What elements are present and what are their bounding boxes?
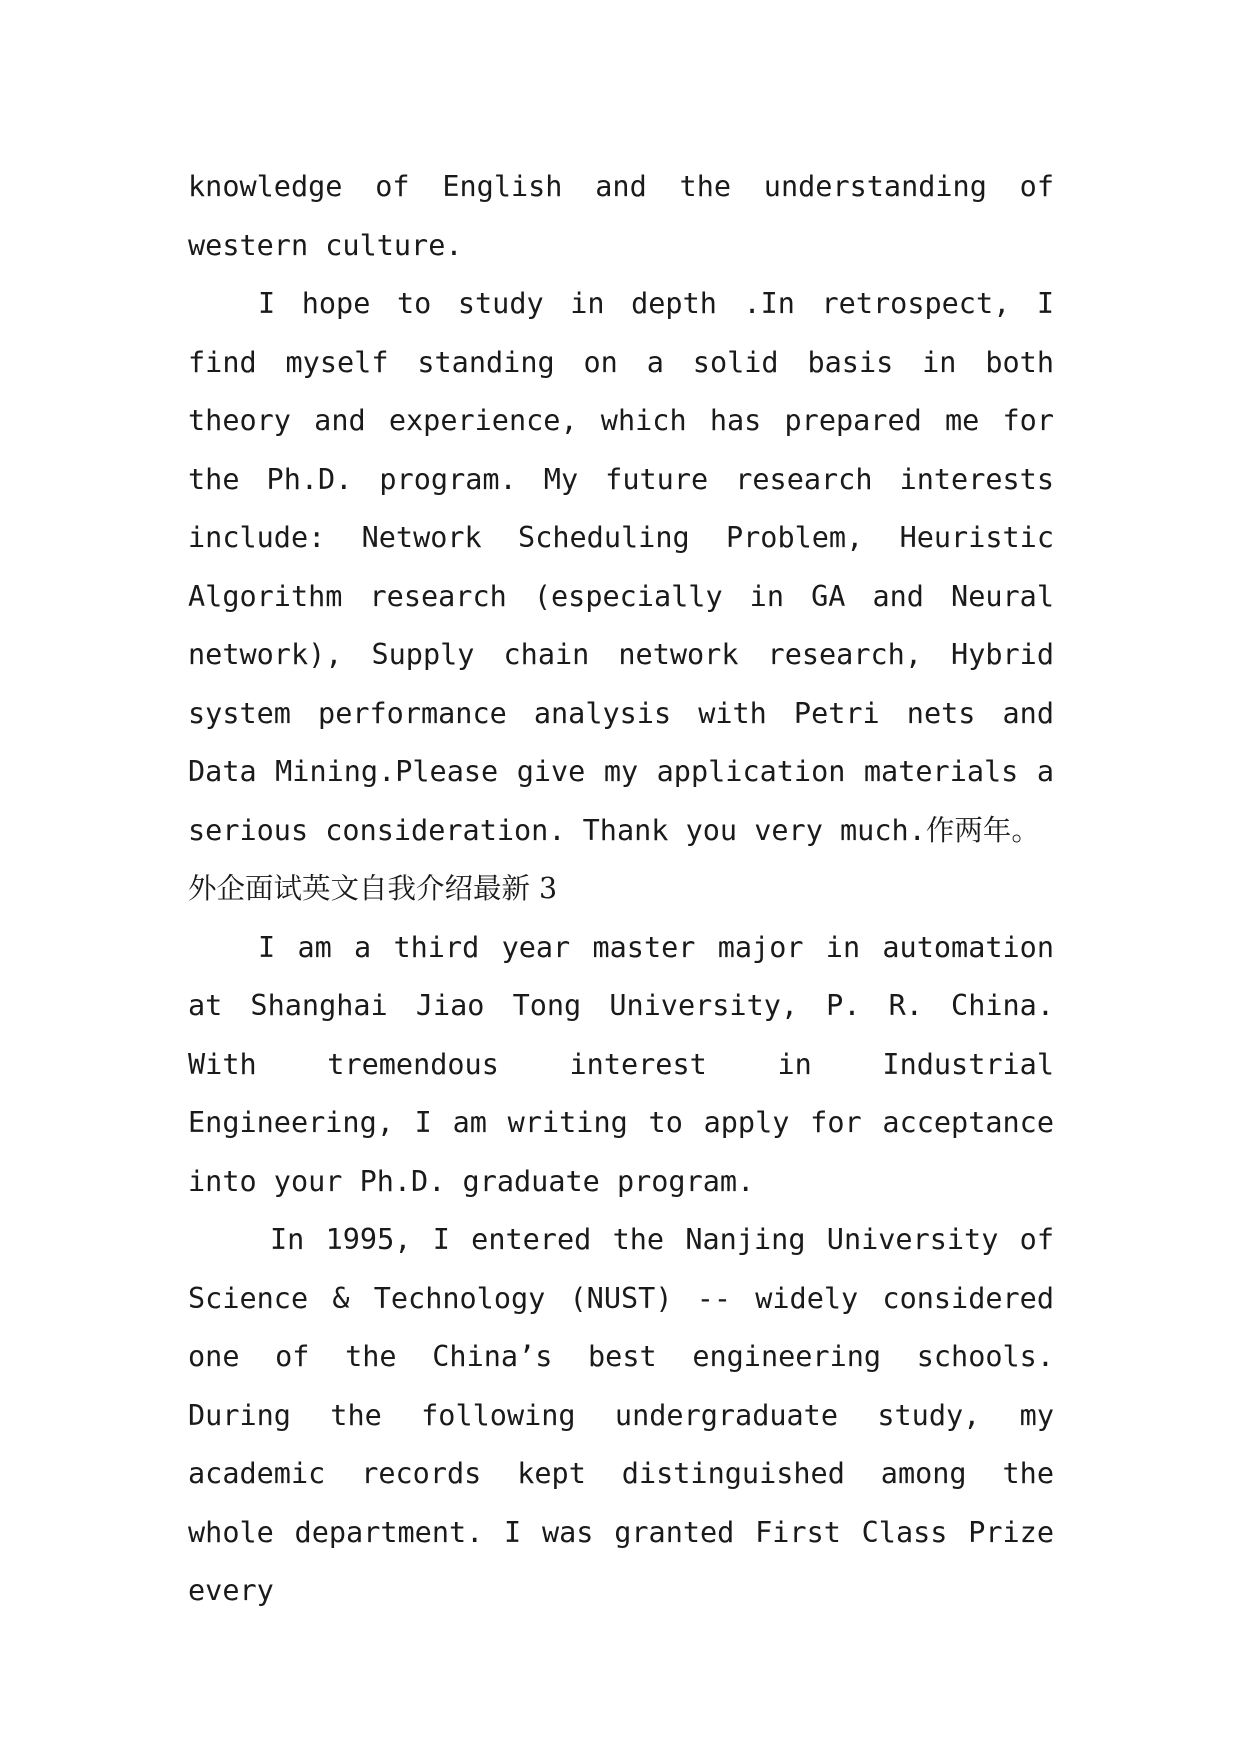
section-heading: 外企面试英文自我介绍最新 3 <box>188 872 558 905</box>
document-page <box>188 158 1054 1621</box>
paragraph-continuation: knowledge of English and the understanding of western culture. <box>188 170 1054 262</box>
paragraph-introduction: I am a third year master major in automation at Shanghai Jiao Tong University, P. R. China. With tremendous interest in Industrial Engineering, I am writing to apply for acceptance into your Ph.D. graduate program. <box>188 930 1054 1198</box>
paragraph-education: In 1995, I entered the Nanjing University of Science & Technology (NUST) -- widely considered one of the China’s best engineering schools. During the following undergraduate study, my academic records kept distinguished among the whole department. I was granted First Class Prize every <box>188 1223 1054 1607</box>
paragraph-research-interests: I hope to study in depth .In retrospect, I find myself standing on a solid basis in both theory and experience, which has prepared me for the Ph.D. program. My future research interests include: Network Scheduling Problem, Heuristic Algorithm research (especially in GA and Neural network), Supply chain network research, Hybrid system performance analysis with Petri nets and Data Mining.Please give my application materials a serious consideration. Thank you very much.作两年。 <box>188 287 1054 847</box>
